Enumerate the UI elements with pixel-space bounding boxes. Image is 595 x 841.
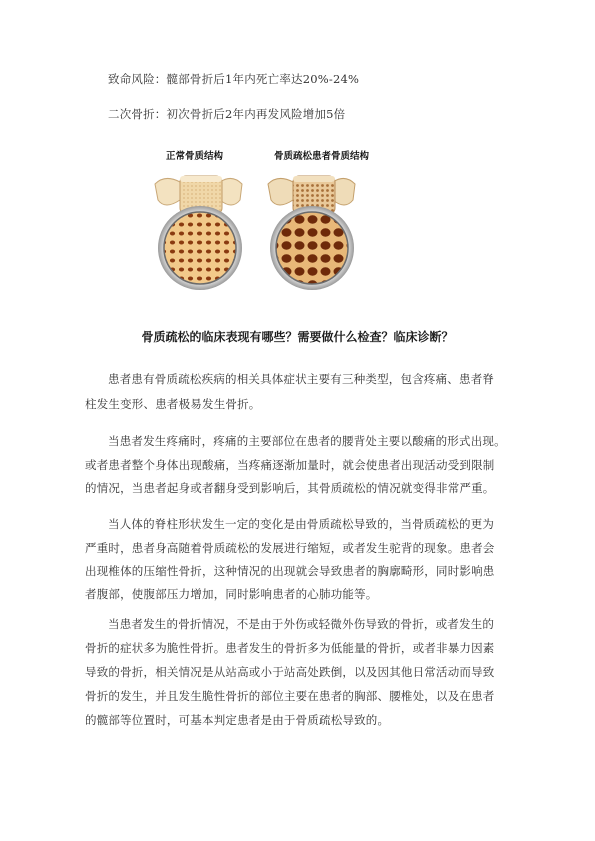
caption-normal-bone: 正常骨质结构	[166, 151, 224, 162]
paragraph-1-line-2: 柱发生变形、患者极易发生骨折。	[85, 397, 261, 411]
paragraph-2-line-1: 当患者发生疼痛时，疼痛的主要部位在患者的腰背处主要以酸痛的形式出现。	[108, 434, 506, 448]
paragraph-4-line-4: 骨折的发生，并且发生脆性骨折的部位主要在患者的胸部、腰椎处，以及在患者	[85, 689, 495, 703]
bone-structure-figure	[150, 148, 400, 298]
paragraph-4-line-3: 导致的骨折，相关情况是从站高或小于站高处跌倒，以及因其他日常活动而导致	[85, 665, 495, 679]
section-heading: 骨质疏松的临床表现有哪些？需要做什么检查？临床诊断？	[141, 330, 454, 344]
paragraph-1-line-1: 患者患有骨质疏松疾病的相关具体症状主要有三种类型，包含疼痛、患者脊	[108, 372, 495, 386]
paragraph-3-line-1: 当人体的脊柱形状发生一定的变化是由骨质疏松导致的，当骨质疏松的更为	[108, 517, 495, 531]
paragraph-2-line-3: 的情况，当患者起身或者翻身受到影响后，其骨质疏松的情况就变得非常严重。	[85, 481, 495, 495]
paragraph-2-line-2: 或者患者整个身体出现酸痛，当疼痛逐渐加量时，就会使患者出现活动受到限制	[85, 458, 495, 472]
paragraph-4-line-5: 的髋部等位置时，可基本判定患者是由于骨质疏松导致的。	[85, 713, 390, 727]
bone-illustration	[150, 148, 400, 298]
paragraph-4-line-2: 骨折的症状多为脆性骨折。患者发生的骨折多为低能量的骨折，或者非暴力因素	[85, 641, 495, 655]
paragraph-3-line-3: 出现椎体的压缩性骨折，这种情况的出现就会导致患者的胸廓畸形，同时影响患	[85, 564, 495, 578]
osteoporotic-bone-magnified	[270, 206, 354, 290]
paragraph-3-line-2: 严重时，患者身高随着骨质疏松的发展进行缩短，或者发生驼背的现象。患者会	[85, 541, 495, 555]
fact-line-2: 二次骨折：初次骨折后2年内再发风险增加5倍	[108, 107, 346, 121]
normal-bone-magnified	[158, 206, 242, 290]
paragraph-4-line-1: 当患者发生的骨折情况，不是由于外伤或轻微外伤导致的骨折，或者发生的	[108, 617, 495, 631]
fact-line-1: 致命风险：髋部骨折后1年内死亡率达20%-24%	[108, 72, 360, 86]
paragraph-3-line-4: 者腹部，使腹部压力增加，同时影响患者的心肺功能等。	[85, 587, 378, 601]
caption-osteoporosis-bone: 骨质疏松患者骨质结构	[274, 151, 370, 162]
